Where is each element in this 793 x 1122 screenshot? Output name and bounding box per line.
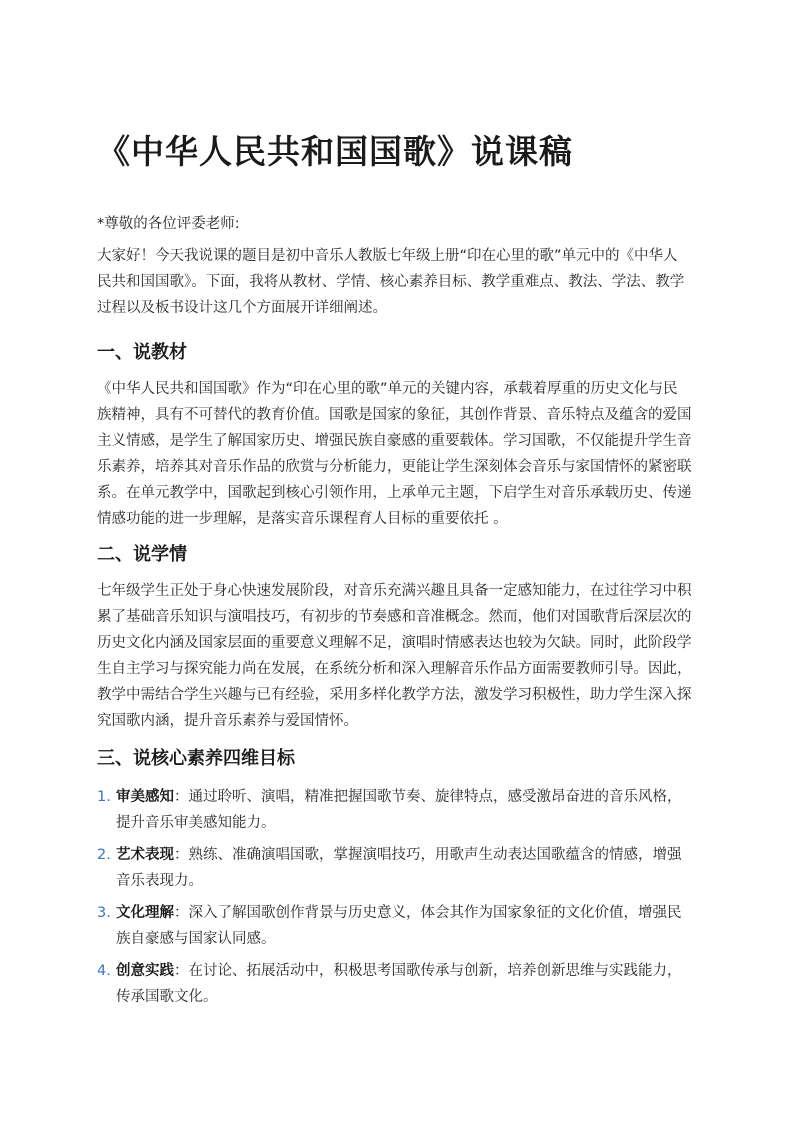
textbook-line: 主义情感，是学生了解国家历史、增强民族自豪感的重要载体。学习国歌，不仅能提升学生音 [97,433,692,449]
learners-line: 究国歌内涵，提升音乐素养与爱国情怀。 [97,713,358,729]
section-heading-core-goals: 三、说核心素养四维目标 [97,748,295,769]
intro-paragraph [97,243,697,321]
list-number: 4. [97,963,111,979]
intro-line: 大家好！今天我说课的题目是初中音乐人教版七年级上册“印在心里的歌”单元中的《中华人 [97,248,678,264]
learners-line: 历史文化内涵及国家层面的重要意义理解不足，演唱时情感表达也较为欠缺。同时，此阶段学 [97,635,692,651]
list-item-text: ：在讨论、拓展活动中，积极思考国歌传承与创新，培养创新思维与实践能力， [174,963,682,979]
list-number: 3. [97,905,111,921]
list-item-line [116,900,707,926]
list-item-text: ：熟练、准确演唱国歌，掌握演唱技巧，用歌声生动表达国歌蕴含的情感，增强 [174,847,682,863]
list-item-text: ：深入了解国歌创作背景与历史意义，体会其作为国家象征的文化价值，增强民 [174,905,682,921]
textbook-line: 系。在单元教学中，国歌起到核心引领作用，上承单元主题，下启学生对音乐承载历史、传递 [97,485,692,501]
list-item-term: 文化理解 [116,905,174,921]
list-item-line: 音乐表现力。 [116,873,203,889]
intro-line: 过程以及板书设计这几个方面展开详细阐述。 [97,300,387,316]
list-item [97,784,707,836]
section-heading-learners: 二、说学情 [97,544,187,565]
learners-line: 教学中需结合学生兴趣与已有经验，采用多样化教学方法，激发学习积极性，助力学生深入探 [97,687,692,703]
list-item-term: 审美感知 [116,789,174,805]
list-item-line [116,842,707,868]
textbook-line: 情感功能的进一步理解，是落实音乐课程育人目标的重要依托 。 [97,511,508,527]
list-number: 2. [97,847,111,863]
list-item [97,958,707,1010]
list-item [97,900,707,952]
section-heading-textbook: 一、说教材 [97,342,187,363]
learners-line: 累了基础音乐知识与演唱技巧，有初步的节奏感和音准概念。然而，他们对国歌背后深层次的 [97,609,692,625]
textbook-line: 乐素养，培养其对音乐作品的欣赏与分析能力，更能让学生深刻体会音乐与家国情怀的紧密联 [97,459,692,475]
learners-paragraph [97,578,697,734]
learners-line: 生自主学习与探究能力尚在发展，在系统分析和深入理解音乐作品方面需要教师引导。因此， [97,661,692,677]
list-item-line [116,784,707,810]
list-item-term: 艺术表现 [116,847,174,863]
document-title: 《中华人民共和国国歌》说课稿 [97,132,573,171]
greeting-line: *尊敬的各位评委老师: [97,216,240,232]
list-item-text: ：通过聆听、演唱，精准把握国歌节奏、旋律特点，感受激昂奋进的音乐风格， [174,789,682,805]
learners-line: 七年级学生正处于身心快速发展阶段，对音乐充满兴趣且具备一定感知能力，在过往学习中积 [97,583,692,599]
textbook-line: 族精神，具有不可替代的教育价值。国歌是国家的象征，其创作背景、音乐特点及蕴含的爱国 [97,407,692,423]
textbook-line: 《中华人民共和国国歌》作为“印在心里的歌”单元的关键内容，承载着厚重的历史文化与民 [97,381,678,397]
list-item-line: 族自豪感与国家认同感。 [116,931,276,947]
list-item-line [116,958,707,984]
list-item-line: 提升音乐审美感知能力。 [116,815,276,831]
list-item [97,842,707,894]
list-number: 1. [97,789,111,805]
list-item-term: 创意实践 [116,963,174,979]
intro-line: 民共和国国歌》。下面，我将从教材、学情、核心素养目标、教学重难点、教法、学法、教学 [97,274,685,290]
textbook-paragraph [97,376,697,532]
list-item-line: 传承国歌文化。 [116,989,218,1005]
core-goals-list [97,784,707,1010]
